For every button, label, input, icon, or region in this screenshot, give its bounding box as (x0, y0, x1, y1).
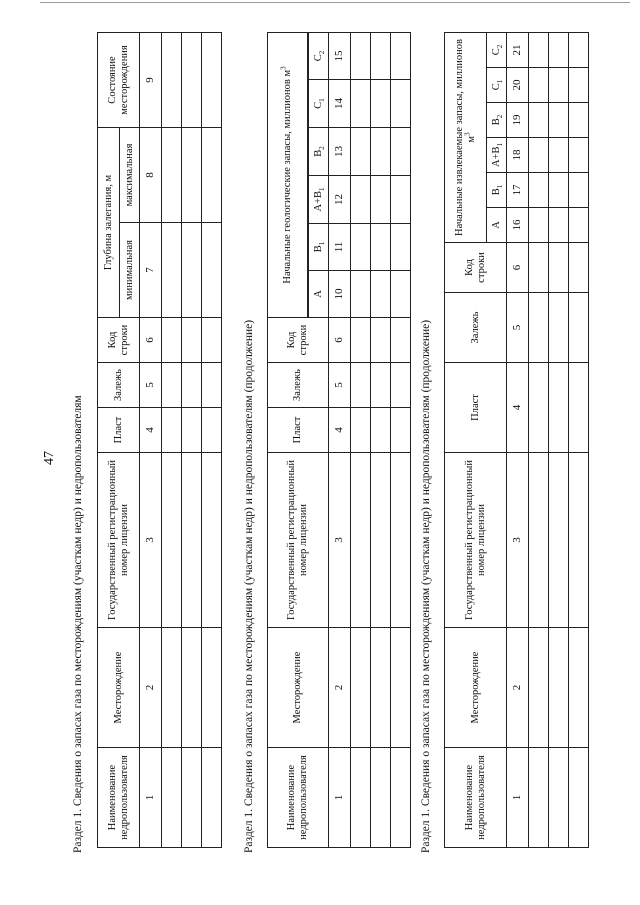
table-1 (97, 32, 222, 848)
header-user: Наименование недропользователя (98, 748, 140, 848)
header-row-code: Код строки (268, 318, 329, 363)
page-number: 47 (42, 451, 57, 465)
col-number: 3 (507, 453, 529, 628)
header-license: Государственный регистрационный номер лицензии (445, 453, 507, 628)
col-number: 21 (507, 32, 529, 67)
col-number: 4 (140, 408, 162, 453)
table-row (162, 32, 182, 847)
col-number: 2 (329, 628, 351, 748)
cat-b1: $B_1$ (309, 224, 329, 271)
header-depth-min: минимальная (120, 223, 140, 318)
col-number: 6 (140, 318, 162, 363)
col-number: 6 (329, 318, 351, 363)
table-row (391, 32, 411, 847)
header-license: Государственный регистрационный номер лицензии (268, 453, 329, 628)
header-layer: Пласт (445, 363, 507, 453)
col-number: 4 (329, 408, 351, 453)
col-number: 19 (507, 103, 529, 138)
header-deposit: Залежь (98, 363, 140, 408)
col-number: 15 (329, 32, 351, 79)
section-1-caption: Раздел 1. Сведения о запасах газа по месторождениям (участкам недр) и недропользователям (72, 395, 84, 853)
table-row (529, 32, 549, 847)
col-number: 1 (140, 748, 162, 848)
cat-c2: $C_2$ (309, 32, 329, 79)
header-field: Месторождение (268, 628, 329, 748)
col-number: 6 (507, 243, 529, 293)
col-number: 2 (140, 628, 162, 748)
col-number: 2 (507, 628, 529, 748)
header-depth-group: Глубина залегания, м (98, 127, 120, 317)
col-number: 17 (507, 173, 529, 208)
header-row-code: Код строки (445, 243, 507, 293)
header-layer: Пласт (268, 408, 329, 453)
cat-b1: $B_1$ (487, 173, 507, 208)
cat-c2: $C_2$ (487, 32, 507, 67)
col-number: 8 (140, 127, 162, 222)
cat-c1: $C_1$ (487, 68, 507, 103)
col-number: 10 (329, 271, 351, 318)
table-3 (444, 32, 589, 848)
col-number: 5 (329, 363, 351, 408)
header-user: Наименование недропользователя (445, 748, 507, 848)
table-row (371, 32, 391, 847)
col-number: 3 (329, 453, 351, 628)
header-user: Наименование недропользователя (268, 748, 329, 848)
section-1-cont2-caption: Раздел 1. Сведения о запасах газа по месторождениям (участкам недр) и недропользователям (продолжение) (420, 319, 432, 853)
header-geo-reserves: Начальные геологические запасы, миллионов $м^3$ (268, 32, 308, 317)
header-license: Государственный регистрационный номер лицензии (98, 453, 140, 628)
section-1-cont-caption: Раздел 1. Сведения о запасах газа по месторождениям (участкам недр) и недропользователям (продолжение) (243, 319, 255, 853)
header-depth-max: максимальная (120, 127, 140, 222)
col-number: 3 (140, 453, 162, 628)
col-number: 1 (329, 748, 351, 848)
table-row (182, 32, 202, 847)
col-number: 20 (507, 68, 529, 103)
table-row (549, 32, 569, 847)
col-number: 5 (507, 293, 529, 363)
col-number: 13 (329, 128, 351, 176)
col-number: 18 (507, 138, 529, 173)
col-number: 7 (140, 223, 162, 318)
col-number: 14 (329, 80, 351, 128)
header-deposit: Залежь (445, 293, 507, 363)
col-number: 11 (329, 224, 351, 271)
header-layer: Пласт (98, 408, 140, 453)
header-recoverable-reserves: Начальные извлекаемые запасы, миллионов $м^3$ (445, 32, 487, 242)
col-number: 16 (507, 208, 529, 243)
header-deposit: Залежь (268, 363, 329, 408)
table-row (202, 32, 222, 847)
header-field: Месторождение (445, 628, 507, 748)
header-field: Месторождение (98, 628, 140, 748)
cat-b2: $B_2$ (309, 128, 329, 176)
cat-ab1: $A+B_1$ (487, 138, 507, 173)
col-number: 9 (140, 32, 162, 127)
col-number: 4 (507, 363, 529, 453)
col-number: 1 (507, 748, 529, 848)
cat-a: A (309, 271, 329, 318)
header-row-code: Код строки (98, 318, 140, 363)
table-row (569, 32, 589, 847)
col-number: 5 (140, 363, 162, 408)
cat-ab1: $A+B_1$ (309, 176, 329, 224)
col-number: 12 (329, 176, 351, 224)
header-state: Состояние месторождения (98, 32, 140, 127)
table-2 (267, 32, 411, 848)
cat-b2: $B_2$ (487, 103, 507, 138)
table-row (351, 32, 371, 847)
cat-a: A (487, 208, 507, 243)
cat-c1: $C_1$ (309, 80, 329, 128)
